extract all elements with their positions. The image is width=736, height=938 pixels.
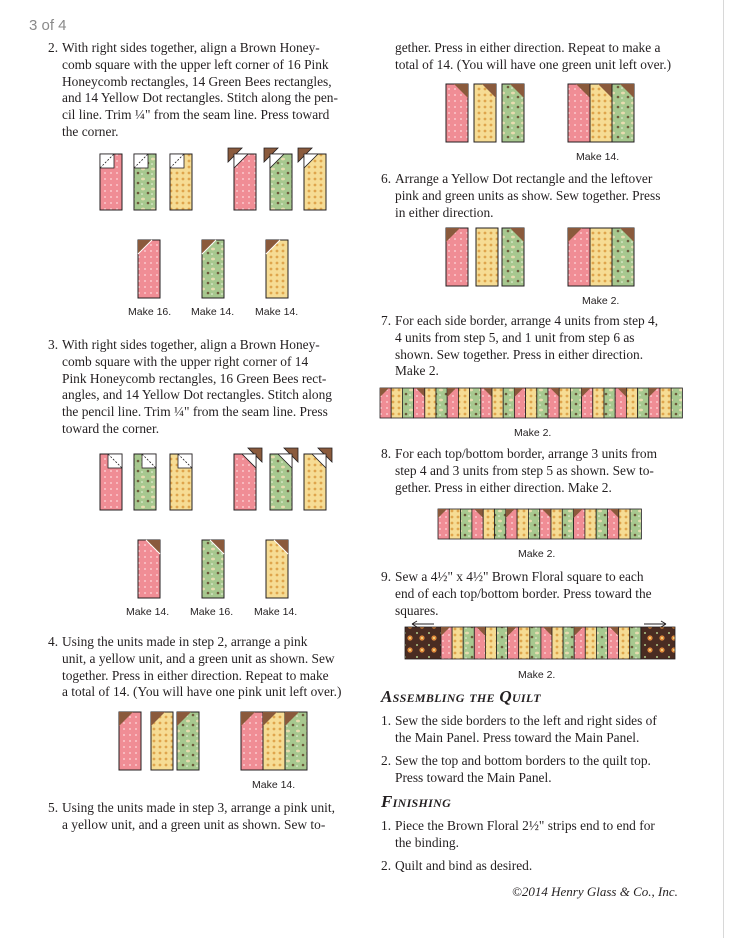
strip-piece [671,388,682,418]
caption-make-14: Make 14. [255,306,299,318]
step-6 [381,171,711,221]
brown-floral-square-right [641,627,675,659]
green-unit [202,240,224,298]
pink-rect-with-square [100,454,122,510]
step-number: 9. [381,569,392,584]
strip-piece [619,509,630,539]
caption-make-14: Make 14. [126,606,170,618]
yellow-unit [266,540,288,598]
caption-make-16: Make 16. [190,606,234,618]
assembling-item-1: 1. Sew the side borders to the left and right sides of the Main Panel. Press toward the Main Panel. [381,713,657,745]
pink-rect-trimmed [234,448,262,510]
step-3-diagram-top [90,444,350,514]
caption-make-14: Make 14. [191,306,235,318]
step-text: Sew a 4½" x 4½" Brown Floral square to each end of each top/bottom border. Press toward the squares. [395,569,652,618]
assembling-item-2: 2. Sew the top and bottom borders to the quilt top. Press toward the Main Panel. [381,753,651,785]
caption-make-16: Make 16. [128,306,172,318]
yellow-rect-with-square [170,154,192,210]
pink-rect-trimmed [228,148,256,210]
strip-piece [463,627,474,659]
step-2 [48,40,368,141]
strip-piece [492,388,503,418]
strip-piece [619,627,630,659]
brown-floral-square-left [405,627,441,659]
units-sewn [568,84,634,142]
yellow-rect-with-square [170,454,192,510]
step-text: gether. Press in either direction. Repeat to make a total of 14. (You will have one green unit left over.) [395,40,672,72]
strip-piece [626,388,637,418]
strip-piece [563,627,574,659]
finishing-item-2: 2. Quilt and bind as desired. [381,858,533,873]
strip-piece [530,627,541,659]
strip-piece [436,388,447,418]
top-bottom-border-strip [437,508,643,540]
strip-piece [585,509,596,539]
step-number: 4. [48,634,59,649]
strip-piece [402,388,413,418]
step-number: 7. [381,313,392,328]
units-separate [446,228,524,286]
strip-piece [630,509,641,539]
green-rect-with-square [134,454,156,510]
step-9 [381,569,711,619]
step-text: With right sides together, align a Brown Honey- comb square with the upper left corner of 16 Pink Honeycomb rectangles, 14 Green Bees rectangles, and 14 Yellow Dot rectangles. Stitch along the pen- cil line. Trim ¼" from the seam line. Press toward the corner. [62,40,338,139]
units-separate [119,712,199,770]
step-text: For each top/bottom border, arrange 3 units from step 4 and 3 units from step 5 as shown. Sew to- gether. Press in either direction. Make 2. [395,446,657,495]
step-5 [48,800,368,834]
strip-piece [559,388,570,418]
strip-piece [517,509,528,539]
strip-piece [526,388,537,418]
strip-piece [519,627,530,659]
caption-make-14: Make 14. [254,606,298,618]
finishing-heading: Finishing [381,792,452,811]
strip-piece [425,388,436,418]
step-number: 5. [48,800,59,815]
strip-piece [449,509,460,539]
border-with-floral-squares [404,620,676,664]
strip-piece [660,388,671,418]
green-rect-trimmed [270,448,298,510]
strip-piece [528,509,539,539]
step-5-diagram [440,80,640,150]
strip-piece [458,388,469,418]
caption-make-2: Make 2. [518,548,556,560]
step-text: Arrange a Yellow Dot rectangle and the leftover pink and green units as show. Sew together. Press in either direction. [395,171,661,220]
step-number: 2. [48,40,59,55]
strip-piece [497,627,508,659]
finishing-item-1: 1. Piece the Brown Floral 2½" strips end to end for the binding. [381,818,655,850]
step-3-diagram-bottom [130,536,300,602]
step-4 [48,634,368,701]
step-3 [48,337,368,438]
strip-piece [483,509,494,539]
caption-make-2: Make 2. [582,295,620,307]
pink-rect-with-square [100,154,122,210]
step-text: For each side border, arrange 4 units from step 4, 4 units from step 5, and 1 unit from step 6 as shown. Sew together. Press in either direction. Make 2. [395,313,659,379]
strip-piece [551,509,562,539]
step-2-diagram-top [90,146,350,216]
page-edge-rule [723,0,724,938]
step-number: 8. [381,446,392,461]
strip-piece [630,627,641,659]
strip-piece [470,388,481,418]
caption-make-14: Make 14. [252,779,296,791]
step-5-continued [381,40,711,74]
caption-make-2: Make 2. [514,427,552,439]
yellow-rect-trimmed [298,148,326,210]
strip-piece [485,627,496,659]
step-number: 6. [381,171,392,186]
strip-piece [537,388,548,418]
caption-make-2: Make 2. [518,669,556,681]
step-text: Using the units made in step 2, arrange a pink unit, a yellow unit, and a green unit as shown. Sew together. Press in either direction. Repeat to make a total of 14. (You will have one pink unit left over.) [62,634,342,700]
yellow-rect-trimmed [304,448,332,510]
green-unit [202,540,224,598]
strip-piece [593,388,604,418]
strip-piece [503,388,514,418]
strip-piece [461,509,472,539]
strip-piece [638,388,649,418]
strip-piece [604,388,615,418]
strip-piece [391,388,402,418]
green-rect-trimmed [264,148,292,210]
units-separate [446,84,524,142]
assembling-heading: Assembling the Quilt [381,687,541,706]
step-8 [381,446,711,496]
step-4-diagram [115,708,315,778]
units-sewn [241,712,307,770]
step-text: With right sides together, align a Brown Honey- comb square with the upper right corner of 14 Pink Honeycomb rectangles, 16 Green Bees rect- angles, and 14 Yellow Dot rectangles. Stitch along the pencil line. Trim ¼" from the seam line. Press toward the corner. [62,337,333,436]
yellow-unit [266,240,288,298]
pink-unit [138,540,160,598]
caption-make-14: Make 14. [576,151,620,163]
step-text: Using the units made in step 3, arrange a pink unit, a yellow unit, and a green unit as shown. Sew to- [62,800,335,832]
step-7 [381,313,711,380]
step-6-diagram [440,224,640,294]
step-2-diagram-bottom [130,236,300,302]
pink-unit [138,240,160,298]
units-sewn [568,228,634,286]
side-border-strip [378,387,686,419]
strip-piece [562,509,573,539]
strip-piece [585,627,596,659]
strip-piece [452,627,463,659]
copyright: ©2014 Henry Glass & Co., Inc. [512,884,678,899]
strip-piece [596,509,607,539]
step-number: 3. [48,337,59,352]
strip-piece [495,509,506,539]
strip-piece [570,388,581,418]
strip-piece [596,627,607,659]
arrow-left-icon [412,621,434,627]
page-indicator: 3 of 4 [29,17,67,34]
arrow-right-icon [644,621,666,627]
strip-piece [552,627,563,659]
green-rect-with-square [134,154,156,210]
